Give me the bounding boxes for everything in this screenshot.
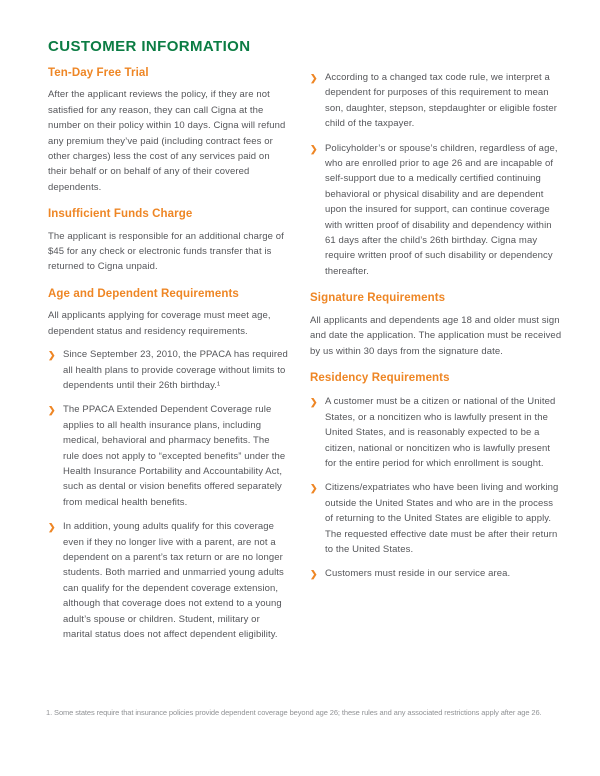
- bullet-text: The PPACA Extended Dependent Coverage rule applies to all health insurance plans, including medical, behavioral and pharmacy benefits. The rule does not apply to “excepted benefits” under the Health Insurance Portability and Accountability Act, such as dental or vision benefits offered separately from medical health benefits.: [63, 404, 286, 508]
- bullet-item: [310, 141, 562, 280]
- left-column: [48, 66, 288, 651]
- chevron-bullet-icon: ❯: [48, 522, 56, 533]
- chevron-bullet-icon: ❯: [310, 483, 318, 494]
- bullet-text: According to a changed tax code rule, we interpret a dependent for purposes of this requirement to mean son, daughter, stepson, stepdaughter or eligible foster child of the taxpayer.: [325, 72, 558, 130]
- chevron-bullet-icon: ❯: [48, 350, 56, 361]
- page-title: CUSTOMER INFORMATION: [48, 38, 251, 55]
- chevron-bullet-icon: ❯: [48, 405, 56, 416]
- heading-signature-requirements: Signature Requirements: [310, 292, 446, 305]
- right-column: [310, 62, 562, 591]
- bullet-item: [310, 394, 562, 471]
- bullet-text: A customer must be a citizen or national of the United States, or a noncitizen who is lawfully present in the United States, and is reasonably expected to be a citizen, national or noncitizen who is lawfully present for the entire period for which enrollment is sought.: [325, 396, 556, 469]
- heading-insufficient-funds-charge: Insufficient Funds Charge: [48, 208, 193, 221]
- bullet-text: Citizens/expatriates who have been living and working outside the United States and who are in the process of returning to the United States are eligible to apply. The requested effective date must be after their return to the United States.: [325, 482, 559, 555]
- bullet-text: Customers must reside in our service area.: [325, 568, 511, 580]
- chevron-bullet-icon: ❯: [310, 143, 318, 154]
- footnote: 1. Some states require that insurance policies provide dependent coverage beyond age 26; these rules and any associated restrictions apply after age 26.: [46, 708, 542, 717]
- heading-ten-day-free-trial: Ten-Day Free Trial: [48, 67, 149, 79]
- chevron-bullet-icon: ❯: [310, 73, 318, 83]
- bullet-item: [310, 566, 562, 581]
- bullet-item: [48, 347, 288, 393]
- chevron-bullet-icon: ❯: [310, 397, 318, 408]
- paragraph-insufficient-funds-charge: The applicant is responsible for an additional charge of $45 for any check or electronic funds transfer that is returned to Cigna unpaid.: [48, 230, 284, 273]
- bullet-text: In addition, young adults qualify for this coverage even if they no longer live with a parent, are not a dependent on a parent’s tax return or are no longer students. Both married and unmarried young adults can qualify for the dependent coverage extension, although that coverage does not extend to a young adult’s spouse or children. Student, military or marital status does not affect dependent eligibility.: [63, 521, 284, 640]
- paragraph-age-and-dependent-requirements: All applicants applying for coverage must meet age, dependent status and residency requirements.: [48, 310, 271, 337]
- paragraph-ten-day-free-trial: After the applicant reviews the policy, if they are not satisfied for any reason, they can call Cigna at the number on their policy within 10 days. Cigna will refund any premium they’ve paid (including contract fees or other charges) less the cost of any services paid on their behalf or on behalf of any of their covered dependents.: [48, 89, 286, 193]
- paragraph-signature-requirements: All applicants and dependents age 18 and older must sign and date the application. The application must be received by us within 30 days from the signature date.: [310, 314, 562, 357]
- bullet-item: [48, 402, 288, 510]
- heading-residency-requirements: Residency Requirements: [310, 371, 450, 384]
- chevron-bullet-icon: ❯: [310, 569, 318, 580]
- bullet-item: [48, 519, 288, 642]
- bullet-item: [310, 70, 562, 132]
- bullet-text: Policyholder’s or spouse’s children, regardless of age, who are enrolled prior to age 26 and are incapable of self-support due to a medically certified continuing behavioral or physical disability and are dependent upon the insured for support, can continue coverage with written proof of disability and dependency within 61 days after the child’s 26th birthday. Cigna may require written proof of such disability or dependency thereafter.: [325, 142, 558, 277]
- heading-age-and-dependent-requirements: Age and Dependent Requirements: [48, 287, 239, 300]
- bullet-text: Since September 23, 2010, the PPACA has required all health plans to provide coverage without limits to dependents until their 26th birthday.¹: [63, 349, 288, 391]
- bullet-item: [310, 480, 562, 557]
